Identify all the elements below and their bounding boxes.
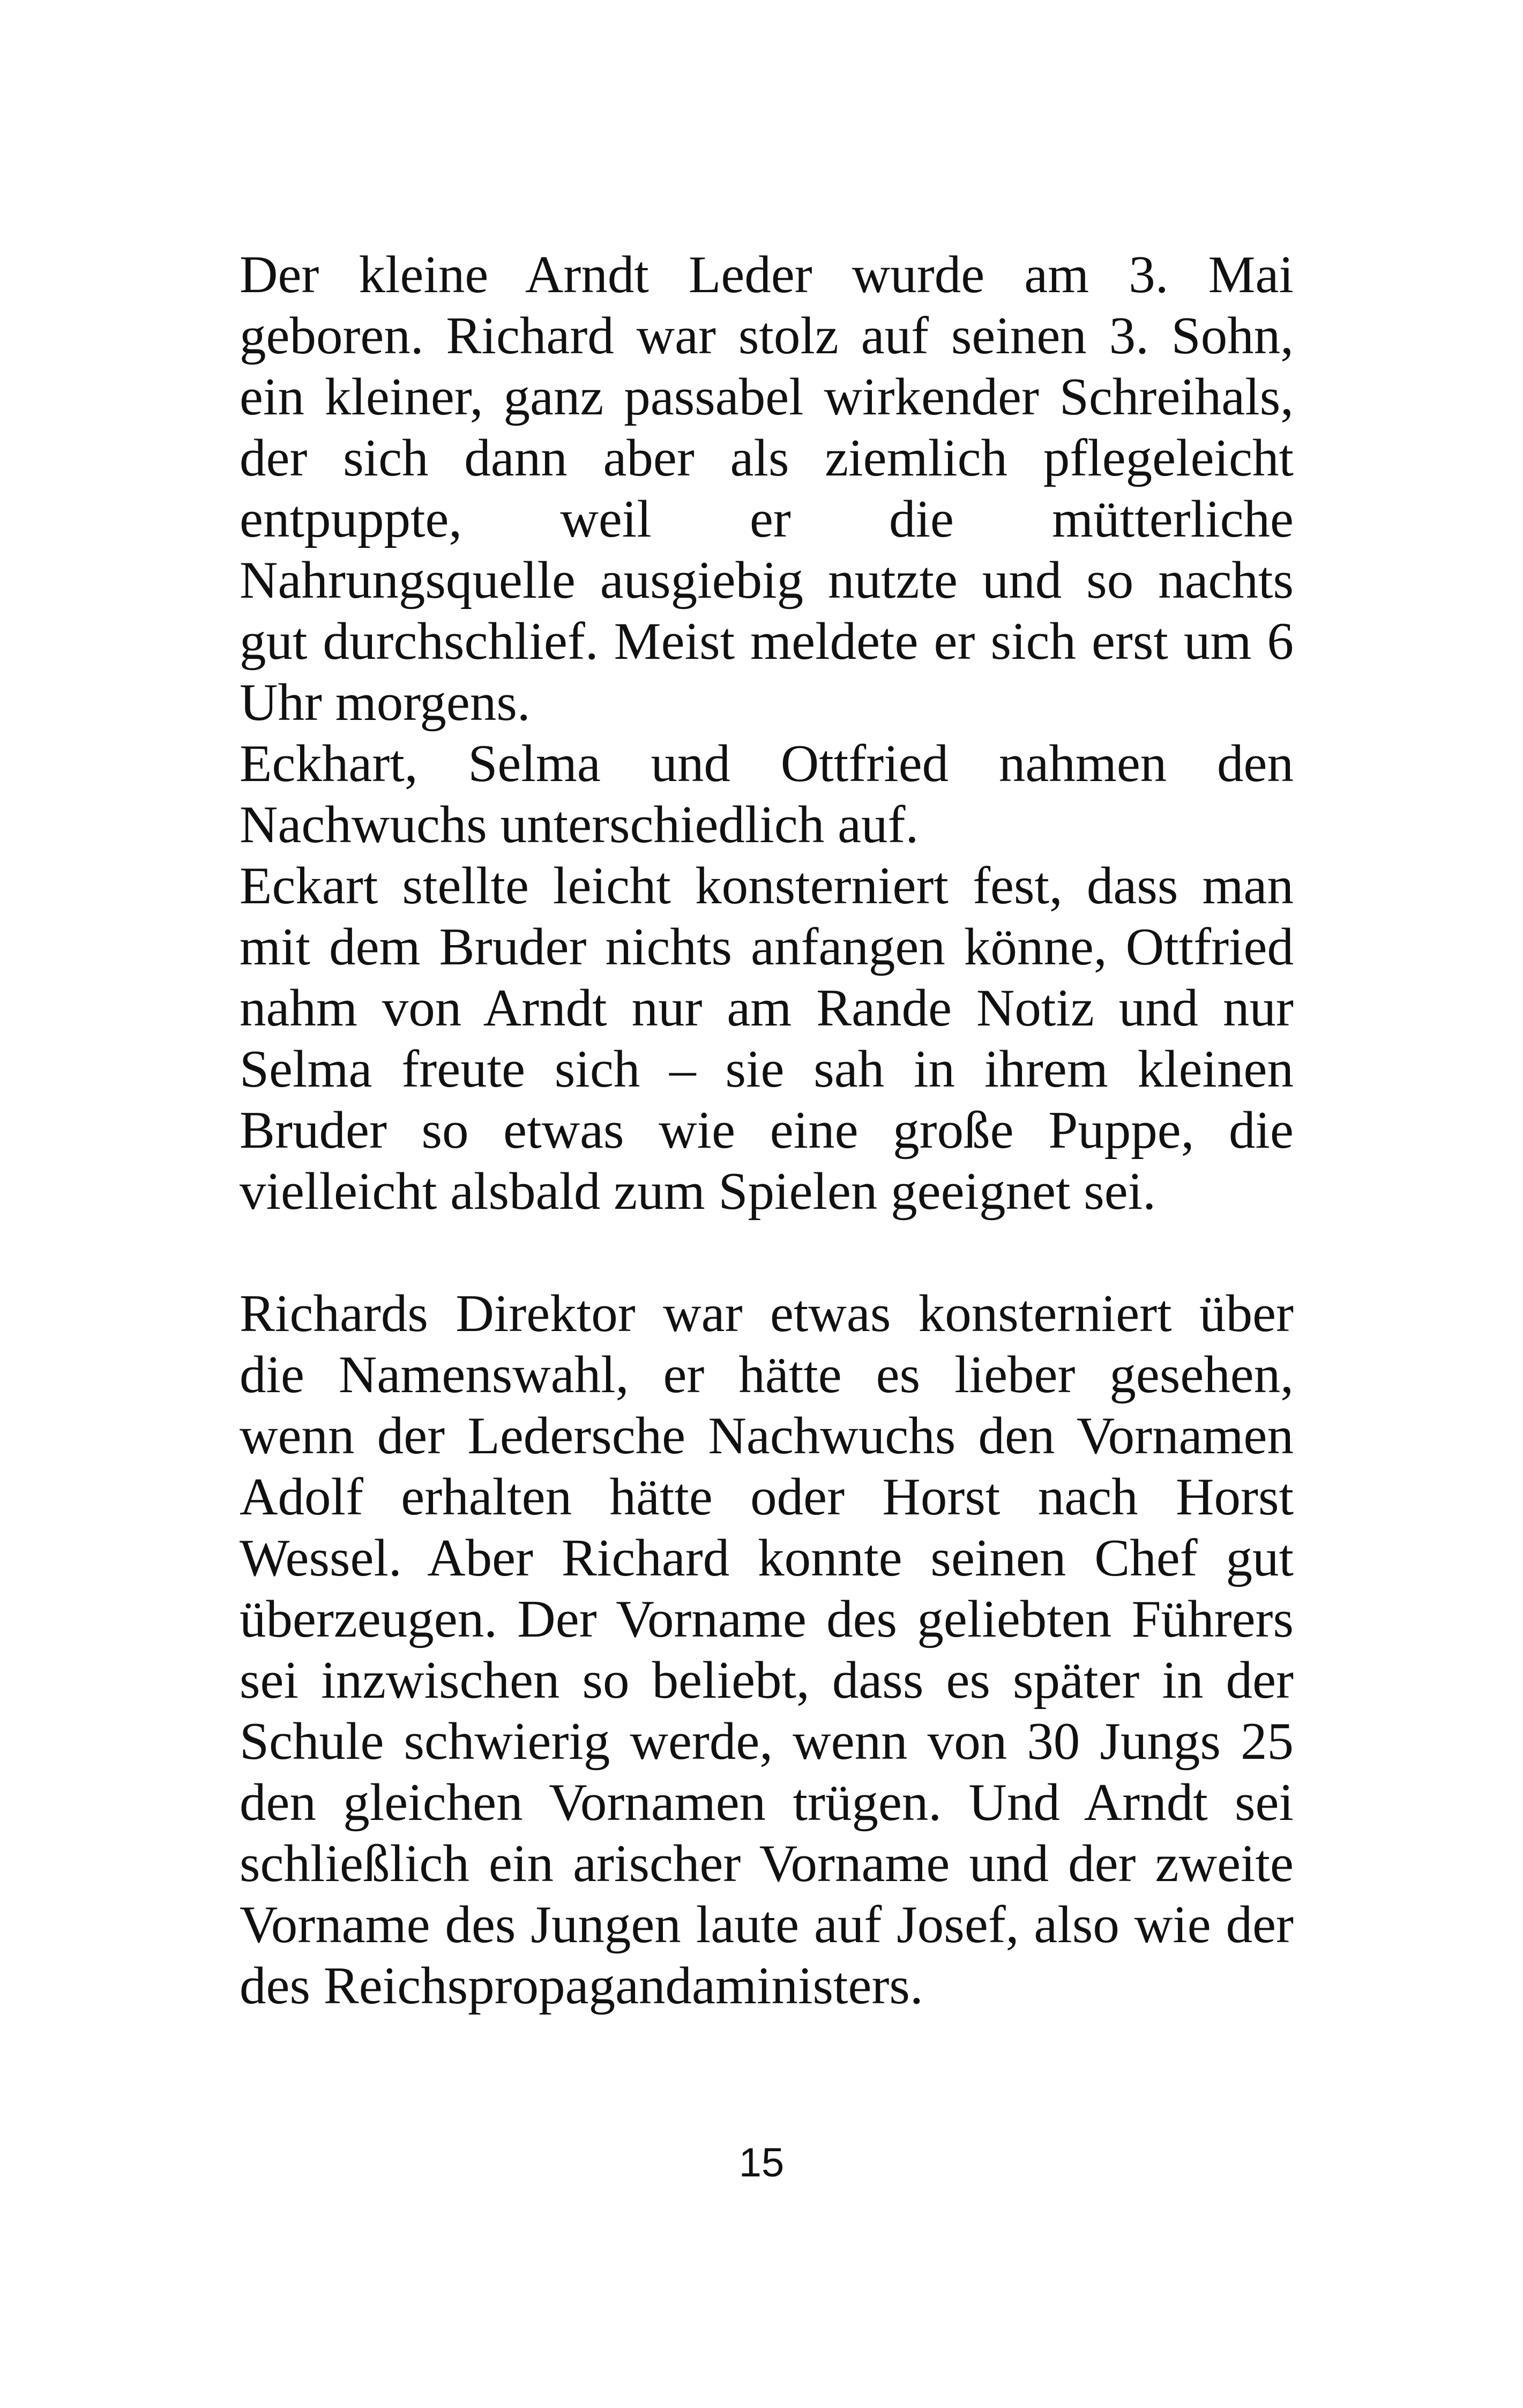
paragraph-birth: Der kleine Arndt Leder wurde am 3. Mai geboren. Richard war stolz auf seinen 3. Sohn, ein kleiner, ganz passabel wirkender Schreihals, der sich dann aber als ziemlich pflegeleicht entpuppte, weil er die mütterliche Nahrungsquelle ausgiebig nutzte und so nachts gut durchschlief. Meist meldete er sich erst um 6 Uhr morgens. — [240, 246, 1294, 732]
paragraph-siblings-intro: Eckhart, Selma und Ottfried nahmen den Nachwuchs unterschiedlich auf. — [240, 734, 1294, 854]
paragraph-siblings-reaction: Eckart stellte leicht konsterniert fest, dass man mit dem Bruder nichts anfangen könne, Ottfried nahm von Arndt nur am Rande Notiz und nur Selma freute sich – sie sah in ihrem kleinen Bruder so etwas wie eine große Puppe, die vielleicht alsbald zum Spielen geeignet sei. — [240, 857, 1294, 1221]
body-text — [240, 244, 1294, 2017]
page-number: 15 — [738, 2140, 785, 2186]
paragraph-name-choice: Richards Direktor war etwas konsterniert über die Namenswahl, er hätte es lieber gesehen, wenn der Ledersche Nachwuchs den Vornamen Adolf erhalten hätte oder Horst nach Horst Wessel. Aber Richard konnte seinen Chef gut überzeugen. Der Vorname des geliebten Führers sei inzwischen so beliebt, dass es später in der Schule schwierig werde, wenn von 30 Jungs 25 den gleichen Vornamen trügen. Und Arndt sei schließlich ein arischer Vorname und der zweite Vorname des Jungen laute auf Josef, also wie der des Reichspropagandaministers. — [240, 1284, 1294, 2015]
